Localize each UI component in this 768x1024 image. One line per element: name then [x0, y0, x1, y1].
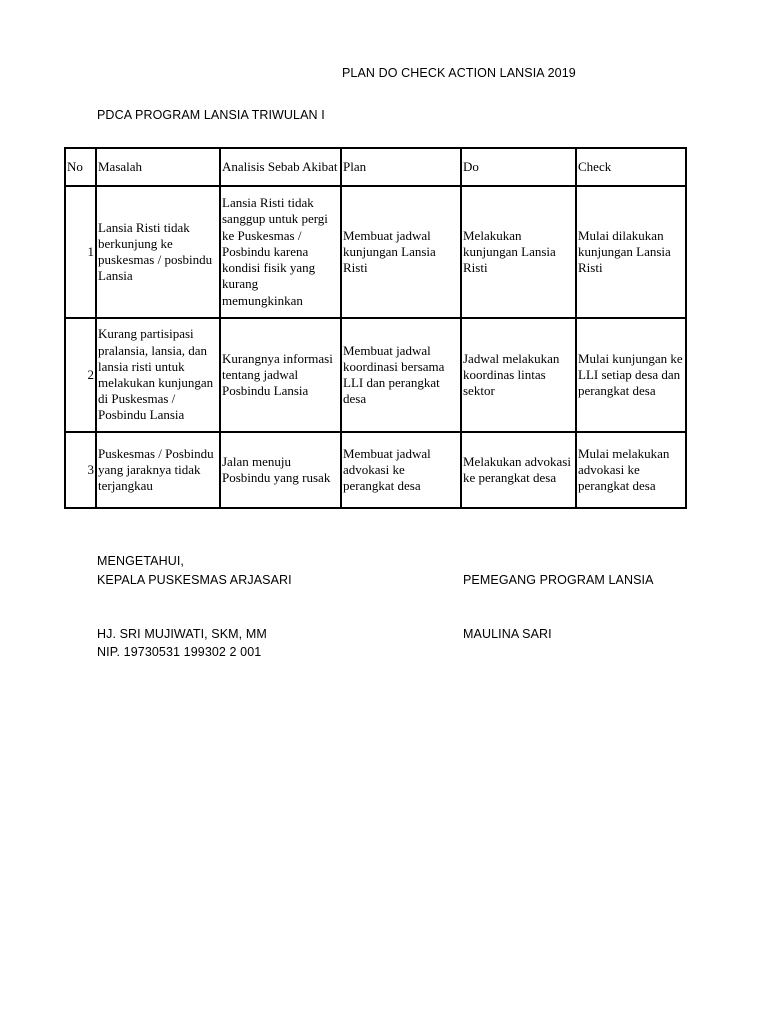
row-number: 3 [65, 432, 96, 508]
cell-masalah: Kurang partisipasi pralansia, lansia, dan lansia risti untuk melakukan kunjungan di Puskesmas / Posbindu Lansia [96, 318, 220, 432]
cell-plan: Membuat jadwal kunjungan Lansia Risti [341, 186, 461, 318]
table-row [65, 432, 686, 508]
signature-left-nip: NIP. 19730531 199302 2 001 [97, 645, 262, 659]
signature-acknowledged-label: MENGETAHUI, [97, 554, 184, 568]
row-number: 1 [65, 186, 96, 318]
table-row [65, 186, 686, 318]
signature-left-name: HJ. SRI MUJIWATI, SKM, MM [97, 627, 267, 641]
signature-right-name: MAULINA SARI [463, 627, 552, 641]
cell-check: Mulai dilakukan kunjungan Lansia Risti [576, 186, 686, 318]
cell-check: Mulai kunjungan ke LLI setiap desa dan perangkat desa [576, 318, 686, 432]
header-do: Do [461, 148, 576, 186]
row-number: 2 [65, 318, 96, 432]
cell-do: Jadwal melakukan koordinas lintas sektor [461, 318, 576, 432]
pdca-table [64, 147, 687, 509]
cell-analisis: Lansia Risti tidak sanggup untuk pergi ke Puskesmas / Posbindu karena kondisi fisik yang kurang memungkinkan [220, 186, 341, 318]
document-subtitle: PDCA PROGRAM LANSIA TRIWULAN I [97, 108, 325, 122]
signature-left-role: KEPALA PUSKESMAS ARJASARI [97, 573, 292, 587]
cell-plan: Membuat jadwal advokasi ke perangkat desa [341, 432, 461, 508]
header-plan: Plan [341, 148, 461, 186]
cell-analisis: Jalan menuju Posbindu yang rusak [220, 432, 341, 508]
header-no: No [65, 148, 96, 186]
cell-check: Mulai melakukan advokasi ke perangkat desa [576, 432, 686, 508]
cell-do: Melakukan advokasi ke perangkat desa [461, 432, 576, 508]
cell-plan: Membuat jadwal koordinasi bersama LLI dan perangkat desa [341, 318, 461, 432]
table-row [65, 318, 686, 432]
cell-do: Melakukan kunjungan Lansia Risti [461, 186, 576, 318]
signature-right-role: PEMEGANG PROGRAM LANSIA [463, 573, 654, 587]
header-check: Check [576, 148, 686, 186]
cell-masalah: Lansia Risti tidak berkunjung ke puskesmas / posbindu Lansia [96, 186, 220, 318]
document-title: PLAN DO CHECK ACTION LANSIA 2019 [342, 66, 576, 80]
header-masalah: Masalah [96, 148, 220, 186]
table-header-row [65, 148, 686, 186]
cell-masalah: Puskesmas / Posbindu yang jaraknya tidak terjangkau [96, 432, 220, 508]
cell-analisis: Kurangnya informasi tentang jadwal Posbindu Lansia [220, 318, 341, 432]
header-analisis: Analisis Sebab Akibat [220, 148, 341, 186]
